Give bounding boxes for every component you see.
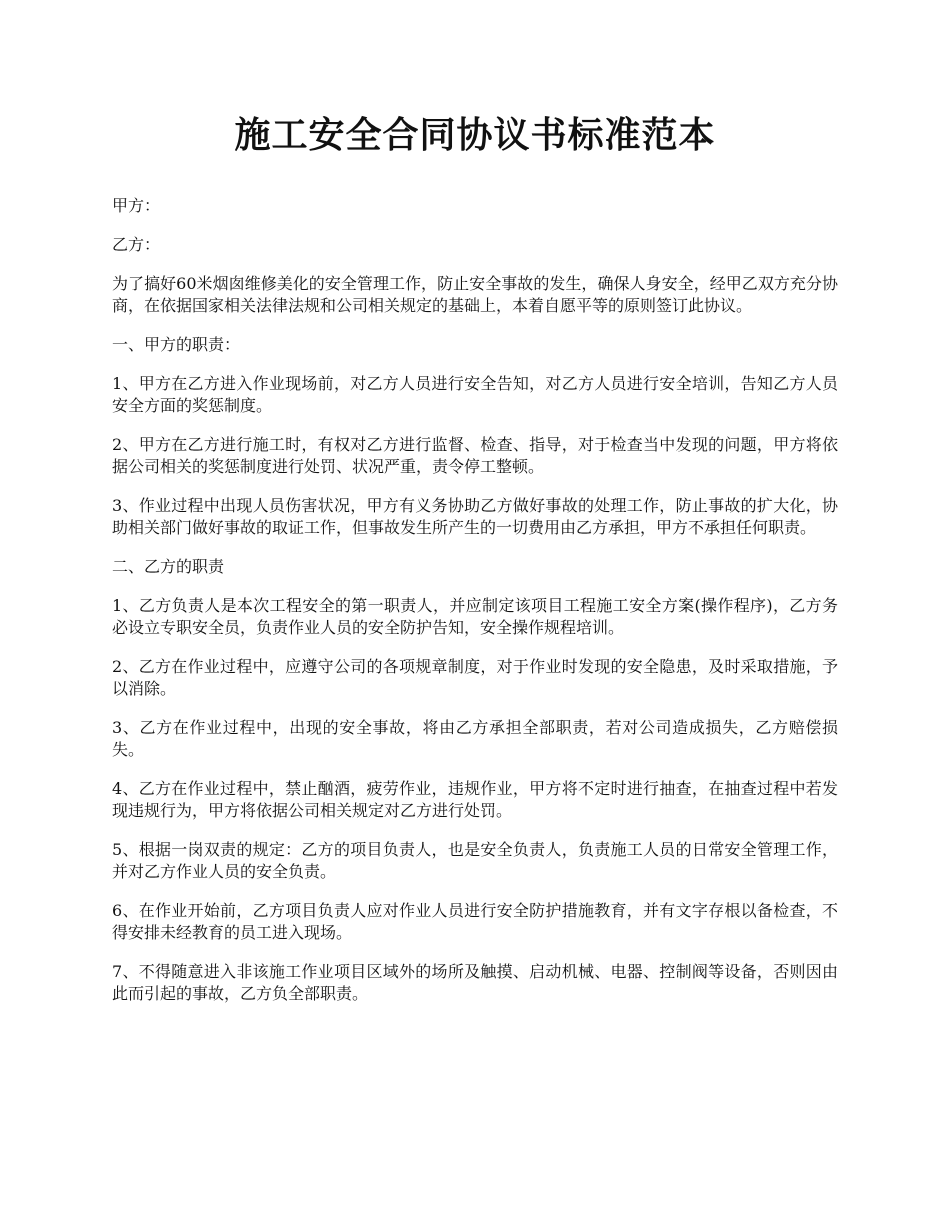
party-b-clause-4: 4、乙方在作业过程中，禁止酗酒，疲劳作业，违规作业，甲方将不定时进行抽查，在抽查过程中若发现违规行为，甲方将依据公司相关规定对乙方进行处罚。 [112,778,838,820]
party-b-clause-1: 1、乙方负责人是本次工程安全的第一职责人，并应制定该项目工程施工安全方案(操作程序)，乙方务必设立专职安全员，负责作业人员的安全防护告知，安全操作规程培训。 [112,595,838,637]
document-title: 施工安全合同协议书标准范本 [234,114,716,156]
party-a-line: 甲方： [112,195,161,215]
section-heading-party-a: 一、甲方的职责： [112,334,241,354]
section-heading-party-b: 二、乙方的职责 [112,556,225,576]
party-b-clause-5: 5、根据一岗双责的规定：乙方的项目负责人，也是安全负责人，负责施工人员的日常安全管理工作，并对乙方作业人员的安全负责。 [112,839,838,881]
party-a-clause-2: 2、甲方在乙方进行施工时，有权对乙方进行监督、检查、指导，对于检查当中发现的问题，甲方将依据公司相关的奖惩制度进行处罚、状况严重，责令停工整顿。 [112,434,838,476]
party-b-clause-3: 3、乙方在作业过程中，出现的安全事故，将由乙方承担全部职责，若对公司造成损失，乙方赔偿损失。 [112,717,838,759]
party-b-clause-6: 6、在作业开始前，乙方项目负责人应对作业人员进行安全防护措施教育，并有文字存根以备检查，不得安排未经教育的员工进入现场。 [112,900,838,942]
party-b-line: 乙方： [112,234,161,254]
party-b-clause-7: 7、不得随意进入非该施工作业项目区域外的场所及触摸、启动机械、电器、控制阀等设备，否则因由此而引起的事故，乙方负全部职责。 [112,961,838,1003]
party-a-clause-3: 3、作业过程中出现人员伤害状况，甲方有义务协助乙方做好事故的处理工作，防止事故的扩大化，协助相关部门做好事故的取证工作，但事故发生所产生的一切费用由乙方承担，甲方不承担任何职责。 [112,495,838,537]
party-a-clause-1: 1、甲方在乙方进入作业现场前，对乙方人员进行安全告知，对乙方人员进行安全培训，告知乙方人员安全方面的奖惩制度。 [112,373,838,415]
intro-paragraph: 为了搞好60米烟囱维修美化的安全管理工作，防止安全事故的发生，确保人身安全，经甲乙双方充分协商，在依据国家相关法律法规和公司相关规定的基础上，本着自愿平等的原则签订此协议。 [112,273,838,315]
party-b-clause-2: 2、乙方在作业过程中，应遵守公司的各项规章制度，对于作业时发现的安全隐患，及时采取措施，予以消除。 [112,656,838,698]
